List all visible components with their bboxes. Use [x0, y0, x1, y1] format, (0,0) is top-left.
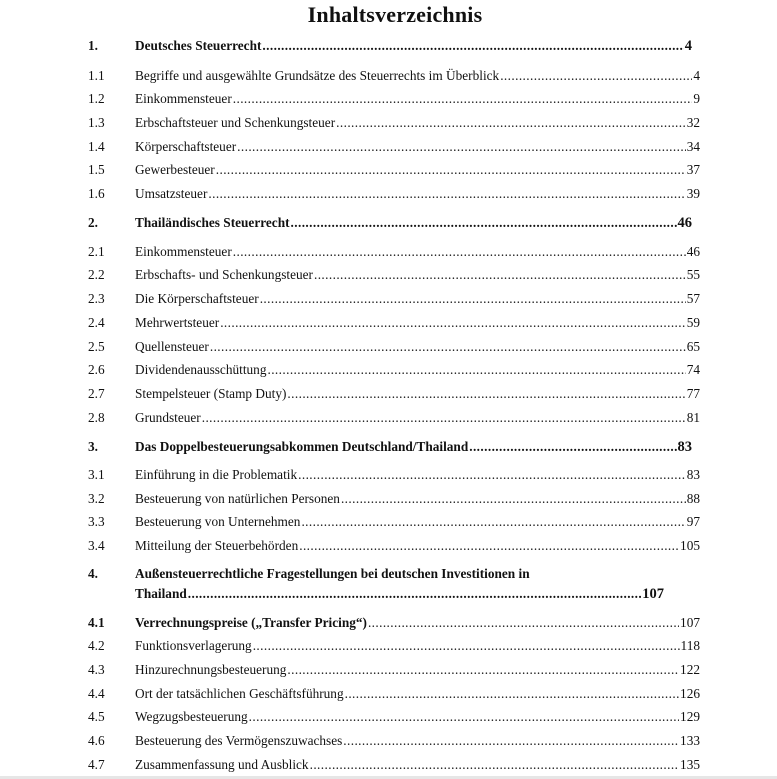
toc-dot-leader	[249, 707, 679, 727]
toc-entry	[0, 584, 777, 604]
toc-entry-page: 133	[680, 733, 700, 748]
toc-entry-page: 34	[686, 139, 700, 154]
toc-entry-page: 88	[686, 491, 700, 506]
toc-entry-title: Hinzurechnungsbesteuerung	[135, 662, 287, 677]
toc-dot-leader	[469, 437, 676, 457]
toc-dot-leader	[345, 684, 679, 704]
toc-entry	[0, 408, 777, 428]
toc-entry	[0, 242, 777, 262]
toc-dot-leader	[233, 242, 686, 262]
toc-entry-number: 4.	[88, 566, 98, 581]
toc-entry-number: 3.1	[88, 467, 105, 482]
toc-entry-page: 4	[684, 38, 692, 54]
toc-entry-number: 4.1	[88, 615, 105, 630]
toc-entry-page: 32	[686, 115, 700, 130]
toc-entry-page: 105	[680, 538, 700, 553]
toc-entry	[0, 137, 777, 157]
toc-entry-title: Verrechnungspreise („Transfer Pricing“)	[135, 615, 367, 630]
toc-entry	[0, 89, 777, 109]
toc-entry-title: Mehrwertsteuer	[135, 315, 220, 330]
toc-entry-page: 55	[686, 267, 700, 282]
toc-entry-title: Erbschafts- und Schenkungsteuer	[135, 267, 313, 282]
toc-entry	[0, 213, 777, 233]
toc-entry-number: 1.4	[88, 139, 105, 154]
toc-dot-leader	[314, 265, 686, 285]
page-title: Inhaltsverzeichnis	[307, 2, 483, 27]
toc-entry-title: Wegzugsbesteuerung	[135, 709, 248, 724]
toc-entry-title: Dividendenausschüttung	[135, 362, 267, 377]
toc-entry-title: Mitteilung der Steuerbehörden	[135, 538, 299, 553]
toc-entry-number: 1.1	[88, 68, 105, 83]
toc-entry-title: Gewerbesteuer	[135, 162, 215, 177]
toc-entry-title: Funktionsverlagerung	[135, 638, 252, 653]
toc-entry-title: Zusammenfassung und Ausblick	[135, 757, 309, 772]
toc-entry	[0, 113, 777, 133]
toc-entry-title: Grundsteuer	[135, 410, 201, 425]
toc-entry-number: 4.2	[88, 638, 105, 653]
toc-entry-title: Einführung in die Problematik	[135, 467, 298, 482]
toc-entry-number: 2.7	[88, 386, 105, 401]
toc-dot-leader	[298, 465, 686, 485]
toc-entry-page: 83	[686, 467, 700, 482]
toc-entry-title: Besteuerung des Vermögenszuwachses	[135, 733, 343, 748]
toc-entry-page: 129	[680, 709, 700, 724]
toc-entry-page: 122	[680, 662, 700, 677]
toc-dot-leader	[500, 66, 692, 86]
toc-dot-leader	[343, 731, 679, 751]
toc-dot-leader	[253, 636, 680, 656]
toc-entry-page: 126	[680, 686, 700, 701]
toc-entry	[0, 36, 777, 56]
toc-entry	[0, 337, 777, 357]
toc-entry-number: 2.8	[88, 410, 105, 425]
toc-dot-leader	[216, 160, 686, 180]
toc-entry-number: 2.3	[88, 291, 105, 306]
toc-entry-number: 3.4	[88, 538, 105, 553]
toc-entry-page: 4	[693, 68, 700, 83]
toc-entry-page: 83	[677, 439, 692, 455]
toc-entry-number: 4.3	[88, 662, 105, 677]
toc-entry-title: Erbschaftsteuer und Schenkungsteuer	[135, 115, 336, 130]
toc-entry-title: Quellensteuer	[135, 339, 209, 354]
toc-entry-number: 4.7	[88, 757, 105, 772]
toc-entry-title: Ort der tatsächlichen Geschäftsführung	[135, 686, 344, 701]
toc-dot-leader	[202, 408, 686, 428]
toc-entry-title: Das Doppelbesteuerungsabkommen Deutschland/Thailand	[135, 439, 469, 454]
toc-entry-page: 57	[686, 291, 700, 306]
toc-entry	[0, 66, 777, 86]
toc-entry	[0, 265, 777, 285]
toc-entry-page: 118	[680, 638, 700, 653]
toc-dot-leader	[341, 489, 686, 509]
toc-entry	[0, 384, 777, 404]
toc-entry-page: 37	[686, 162, 700, 177]
toc-entry	[0, 536, 777, 556]
toc-entry	[0, 684, 777, 704]
toc-entry-number: 2.	[88, 215, 98, 230]
toc-dot-leader	[233, 89, 693, 109]
toc-entry-number: 2.6	[88, 362, 105, 377]
toc-dot-leader	[368, 613, 679, 633]
toc-entry	[0, 184, 777, 204]
toc-entry-number: 3.3	[88, 514, 105, 529]
toc-entry-page: 97	[686, 514, 700, 529]
toc-dot-leader	[237, 137, 686, 157]
toc-entry-title: Einkommensteuer	[135, 244, 232, 259]
toc-entry-title: Außensteuerrechtliche Fragestellungen bei deutschen Investitionen in	[135, 566, 530, 581]
toc-dot-leader	[260, 289, 686, 309]
toc-entry	[0, 360, 777, 380]
toc-entry-number: 4.5	[88, 709, 105, 724]
toc-entry-title: Einkommensteuer	[135, 91, 232, 106]
toc-entry-page: 65	[686, 339, 700, 354]
toc-entry-title: Stempelsteuer (Stamp Duty)	[135, 386, 287, 401]
toc-dot-leader	[208, 184, 685, 204]
toc-entry-number: 2.1	[88, 244, 105, 259]
toc-entry-number: 3.	[88, 439, 98, 454]
toc-entry-title: Begriffe und ausgewählte Grundsätze des Steuerrechts im Überblick	[135, 68, 500, 83]
toc-entry-title: Thailändisches Steuerrecht	[135, 215, 290, 230]
toc-dot-leader	[267, 360, 685, 380]
toc-entry-page: 9	[693, 91, 700, 106]
toc-entry	[0, 731, 777, 751]
toc-entry-page: 135	[680, 757, 700, 772]
toc-entry-page: 107	[642, 586, 664, 602]
toc-entry-page: 77	[686, 386, 700, 401]
toc-entry	[0, 489, 777, 509]
toc-entry	[0, 465, 777, 485]
toc-entry-number: 1.	[88, 38, 98, 53]
toc-entry-number: 1.2	[88, 91, 105, 106]
toc-entry-number: 2.4	[88, 315, 105, 330]
toc-entry-number: 1.5	[88, 162, 105, 177]
toc-entry	[0, 564, 777, 584]
toc-entry-page: 81	[686, 410, 700, 425]
toc-entry-title: Thailand	[135, 586, 187, 601]
toc-dot-leader	[287, 660, 679, 680]
toc-dot-leader	[210, 337, 686, 357]
toc-dot-leader	[336, 113, 686, 133]
toc-entry	[0, 437, 777, 457]
toc-entry	[0, 160, 777, 180]
toc-entry-page: 74	[686, 362, 700, 377]
toc-entry-number: 4.6	[88, 733, 105, 748]
toc-entry-page: 46	[686, 244, 700, 259]
toc-dot-leader	[220, 313, 686, 333]
toc-entry-number: 1.6	[88, 186, 105, 201]
toc-dot-leader	[287, 384, 685, 404]
toc-dot-leader	[262, 36, 683, 56]
toc-entry-number: 2.2	[88, 267, 105, 282]
toc-entry-page: 39	[686, 186, 700, 201]
toc-entry	[0, 636, 777, 656]
toc-entry	[0, 707, 777, 727]
toc-dot-leader	[188, 584, 642, 604]
toc-dot-leader	[299, 536, 679, 556]
toc-entry-title: Deutsches Steuerrecht	[135, 38, 262, 53]
toc-entry	[0, 289, 777, 309]
toc-entry	[0, 313, 777, 333]
toc-entry-title: Besteuerung von Unternehmen	[135, 514, 301, 529]
toc-entry-page: 46	[677, 215, 692, 231]
toc-entry-number: 2.5	[88, 339, 105, 354]
toc-entry	[0, 512, 777, 532]
toc-entry-number: 1.3	[88, 115, 105, 130]
toc-entry-title: Die Körperschaftsteuer	[135, 291, 259, 306]
toc-entry-page: 107	[680, 615, 700, 630]
toc-entry	[0, 660, 777, 680]
toc-entry-number: 3.2	[88, 491, 105, 506]
toc-entry-title: Besteuerung von natürlichen Personen	[135, 491, 340, 506]
toc-entry-title: Umsatzsteuer	[135, 186, 208, 201]
toc-dot-leader	[310, 755, 679, 775]
toc-dot-leader	[301, 512, 685, 532]
toc-entry	[0, 613, 777, 633]
toc-entry-number: 4.4	[88, 686, 105, 701]
toc-dot-leader	[291, 213, 677, 233]
toc-entry-title: Körperschaftsteuer	[135, 139, 237, 154]
toc-entry	[0, 755, 777, 775]
toc-entry-page: 59	[686, 315, 700, 330]
